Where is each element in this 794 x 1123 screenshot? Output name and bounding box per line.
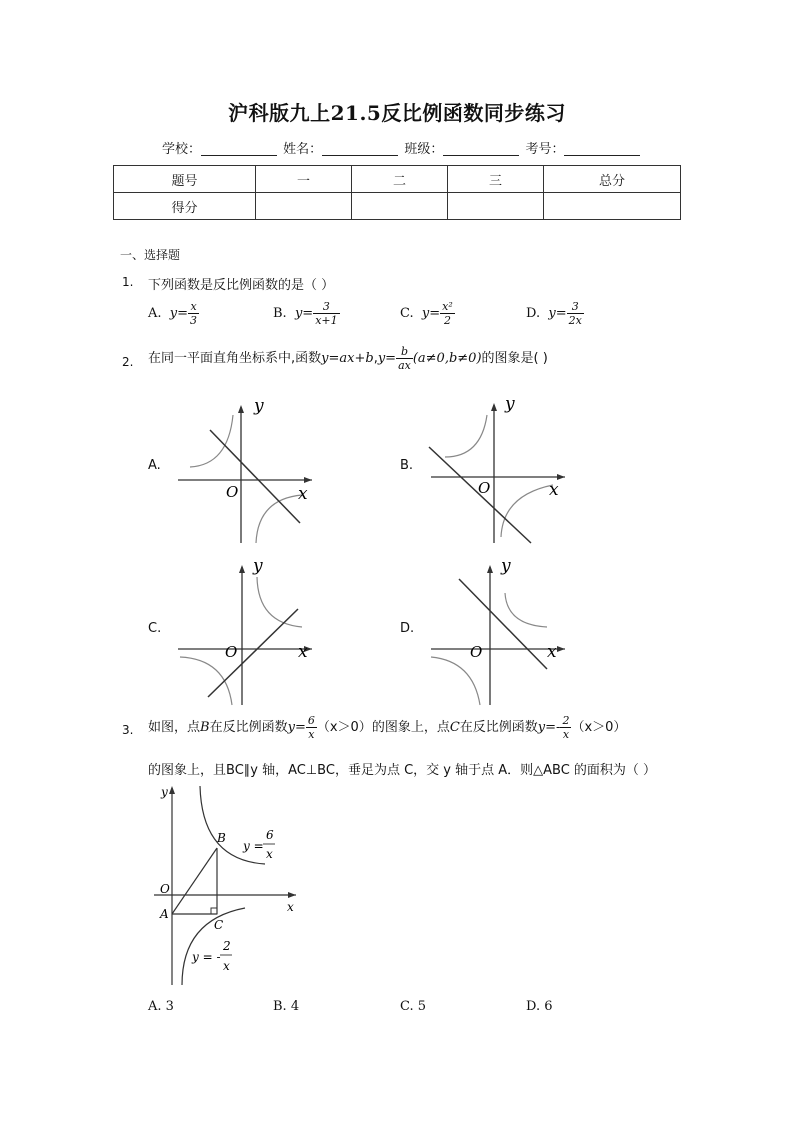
option-label: D. [526, 306, 541, 321]
q1-option-b[interactable] [273, 300, 340, 327]
upper-curve-den: x [266, 847, 273, 861]
y-axis-label: y [253, 557, 263, 576]
q3-figure [150, 780, 310, 990]
x-axis-label: x [298, 484, 308, 504]
lower-curve-num: 2 [223, 939, 231, 953]
point-a-label: A [160, 907, 169, 921]
q2-graph-c[interactable] [170, 557, 320, 707]
q1-option-d[interactable] [526, 300, 584, 327]
student-info-line [162, 138, 642, 157]
q1-option-c[interactable] [400, 300, 455, 327]
option-lhs: y= [421, 306, 441, 321]
q3-option-a[interactable]: A. 3 [148, 999, 174, 1014]
hyperbola-branch [257, 577, 302, 627]
option-fraction: $\frac{3}{2x}$ [568, 300, 582, 327]
segment-ab [172, 848, 217, 914]
x-axis-label: x [549, 480, 559, 500]
origin-label: O [470, 643, 483, 661]
q2-option-b-label[interactable]: B. [400, 458, 414, 473]
score-cell[interactable] [544, 193, 681, 220]
hyperbola-branch [445, 415, 487, 457]
score-table [113, 165, 681, 220]
y-axis-label: y [505, 395, 515, 414]
q3-number: 3. [122, 723, 134, 737]
origin-label: O [478, 479, 491, 497]
q1-text: 下列函数是反比例函数的是（ ） [148, 278, 335, 293]
q2-number: 2. [122, 355, 134, 369]
header-cell: 二 [352, 166, 448, 193]
option-label: C. [400, 306, 414, 321]
header-cell: 三 [448, 166, 544, 193]
y-arrow [169, 786, 175, 794]
option-lhs: y= [294, 306, 314, 321]
section-heading: 一、选择题 [120, 248, 181, 262]
header-cell: 总分 [544, 166, 681, 193]
x-arrow [288, 892, 296, 898]
y-axis-label: y [254, 396, 264, 416]
score-cell[interactable] [448, 193, 544, 220]
option-lhs: y= [548, 306, 567, 321]
y-arrow [487, 565, 493, 573]
x-arrow [304, 477, 312, 483]
q2-option-a-label[interactable]: A. [148, 458, 161, 473]
lower-curve-den: x [223, 959, 230, 973]
y-axis-label: y [501, 557, 511, 576]
number-field[interactable] [564, 142, 640, 156]
right-angle-mark [211, 908, 217, 914]
hyperbola-branch [431, 657, 480, 705]
q1-number: 1. [122, 275, 134, 289]
class-field[interactable] [443, 142, 519, 156]
name-field[interactable] [322, 142, 398, 156]
x-axis-label: x [547, 642, 557, 662]
hyperbola-branch [505, 593, 547, 627]
score-cell[interactable] [256, 193, 352, 220]
option-label: A. [148, 306, 162, 321]
score-table-header-row [114, 166, 681, 193]
q3-option-c[interactable]: C. 5 [400, 999, 427, 1014]
option-fraction: $\frac{x}{3}$ [190, 300, 198, 327]
hyperbola-branch [190, 415, 233, 467]
score-table-score-row [114, 193, 681, 220]
upper-curve-num: 6 [266, 828, 274, 842]
option-label: B. [273, 306, 287, 321]
q2-graph-a[interactable] [170, 395, 320, 545]
q2-text: 在同一平面直角坐标系中,函数y=ax+b,y= $\frac{b}{ax}$ (a≠0,b≠0)的图象是( ) [148, 345, 548, 372]
point-c-label: C [214, 918, 224, 932]
q3-text-line2: 的图象上，且BC∥y 轴，AC⊥BC，垂足为点 C，交 y 轴于点 A．则△ABC 的面积为（ ） [148, 763, 657, 778]
header-cell: 题号 [114, 166, 256, 193]
option-fraction: $\frac{3}{x+1}$ [315, 300, 338, 327]
y-arrow [491, 403, 497, 411]
origin-label: O [226, 483, 239, 501]
line-graph [210, 430, 300, 523]
school-field[interactable] [201, 142, 277, 156]
q2-graph-b[interactable] [423, 395, 573, 545]
score-cell[interactable] [352, 193, 448, 220]
upper-curve-lhs: y = [243, 839, 264, 853]
origin-label: O [225, 643, 238, 661]
option-fraction: $\frac{\text{x²}}{2}$ [442, 300, 453, 327]
score-row-label: 得分 [114, 193, 256, 220]
line-graph [208, 609, 298, 697]
x-axis-label: x [298, 642, 308, 662]
option-lhs: y= [169, 306, 189, 321]
q2-option-d-label[interactable]: D. [400, 621, 415, 636]
x-label: x [287, 900, 294, 914]
q2-option-c-label[interactable]: C. [148, 621, 162, 636]
header-cell: 一 [256, 166, 352, 193]
q3-option-d[interactable]: D. 6 [526, 999, 553, 1014]
hyperbola-branch [501, 485, 553, 537]
y-label: y [161, 785, 168, 799]
q3-option-b[interactable]: B. 4 [273, 999, 300, 1014]
q2-graph-d[interactable] [423, 557, 573, 707]
page-title: 沪科版九上21.5反比例函数同步练习 [228, 101, 566, 125]
class-label: 班级： [404, 142, 444, 157]
x-arrow [557, 646, 565, 652]
origin-label: O [160, 882, 170, 896]
y-arrow [239, 565, 245, 573]
point-b-label: B [217, 831, 226, 845]
q3-text-line1: 如图，点B在反比例函数y= $\frac{6}{x}$ （x＞0）的图象上，点C在反比例函数y=- $\frac{2}{x}$ （x＞0） [148, 714, 627, 741]
q1-option-a[interactable] [148, 300, 199, 327]
lower-curve-lhs: y = - [192, 950, 221, 964]
school-label: 学校： [162, 142, 202, 157]
name-label: 姓名： [283, 142, 323, 157]
number-label: 考号： [525, 142, 565, 157]
y-arrow [238, 405, 244, 413]
